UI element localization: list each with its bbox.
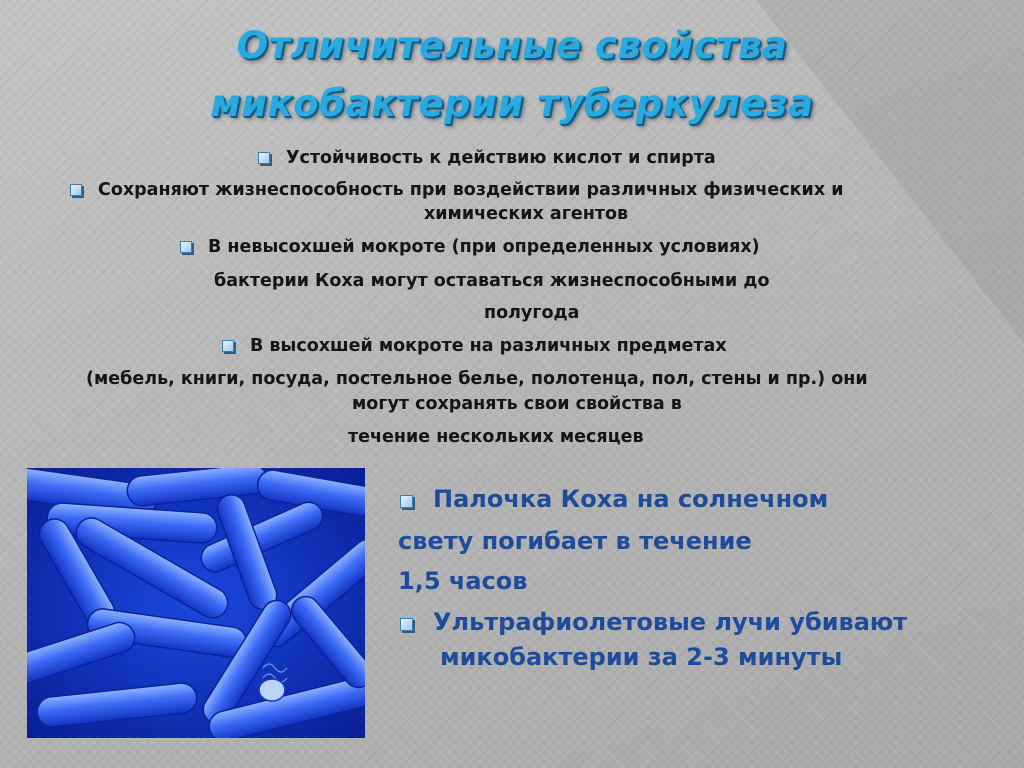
checkbox-bullet-icon [180, 241, 192, 253]
list-item-text: В высохшей мокроте на различных предметах [250, 336, 727, 356]
checkbox-bullet-icon [222, 340, 234, 352]
checkbox-bullet-icon [258, 152, 270, 164]
title-line-1: Отличительные свойства [236, 24, 788, 67]
list-item-continuation: микобактерии за 2-3 минуты [440, 643, 843, 671]
checkbox-bullet-icon [70, 184, 82, 196]
checkbox-bullet-icon [400, 495, 413, 508]
list-item-continuation: бактерии Коха могут оставаться жизнеспособными до [214, 271, 770, 291]
list-item [222, 336, 727, 356]
list-item-continuation: течение нескольких месяцев [348, 427, 644, 447]
list-item [180, 237, 760, 257]
checkbox-bullet-icon [400, 618, 413, 631]
list-item-continuation: полугода [484, 303, 580, 323]
list-item-text: В невысохшей мокроте (при определенных условиях) [208, 237, 760, 257]
list-item-continuation: 1,5 часов [398, 567, 528, 595]
list-item-continuation: могут сохранять свои свойства в [352, 394, 682, 414]
list-item-text: Сохраняют жизнеспособность при воздействии различных физических и [98, 180, 844, 200]
list-item [400, 608, 907, 636]
list-item [70, 180, 843, 200]
title-line-2: микобактерии туберкулеза [210, 82, 814, 125]
list-item-continuation: свету погибает в течение [398, 527, 752, 555]
bacteria-rods-icon [27, 468, 365, 738]
list-item [400, 485, 828, 513]
list-item [258, 148, 716, 168]
bacteria-micrograph-image [27, 468, 365, 738]
list-item-text: Палочка Коха на солнечном [433, 485, 829, 513]
list-item-continuation: химических агентов [424, 204, 629, 224]
list-item-text: Ультрафиолетовые лучи убивают [433, 608, 908, 636]
list-item-text: Устойчивость к действию кислот и спирта [286, 148, 716, 168]
list-item-continuation: (мебель, книги, посуда, постельное белье, полотенца, пол, стены и пр.) они [86, 369, 868, 389]
